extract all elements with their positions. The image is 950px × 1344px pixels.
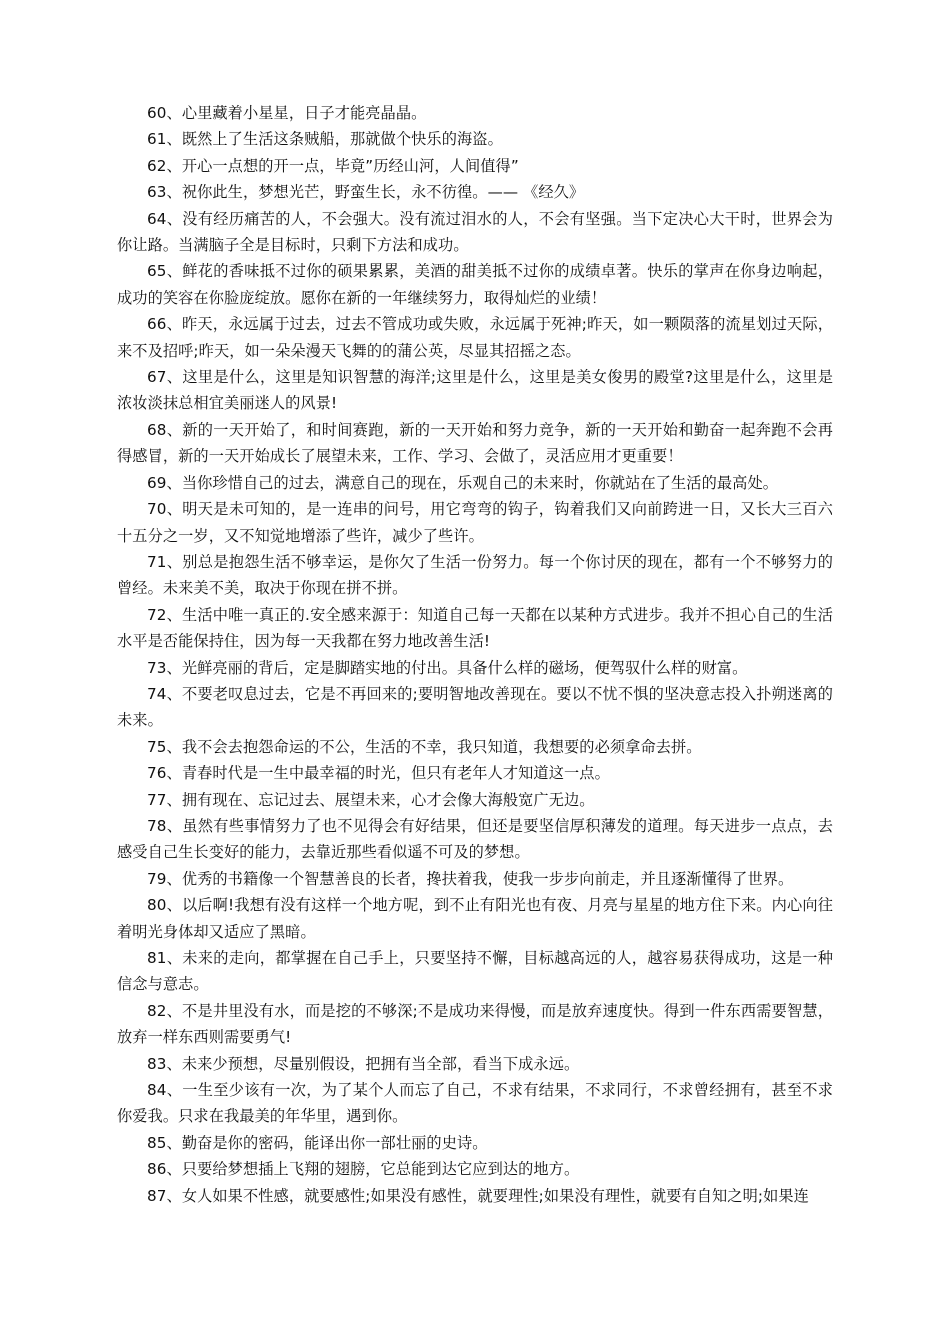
paragraph-82: 82、不是井里没有水，而是挖的不够深;不是成功来得慢，而是放弃速度快。得到一件东西需要智慧，放弃一样东西则需要勇气!	[117, 1001, 833, 1047]
paragraph-62: 62、开心一点想的开一点，毕竟”历经山河，人间值得”	[147, 156, 519, 175]
paragraph-61: 61、既然上了生活这条贼船，那就做个快乐的海盗。	[147, 130, 503, 149]
paragraph-72: 72、生活中唯一真正的.安全感来源于：知道自己每一天都在以某种方式进步。我并不担心自己的生活水平是否能保持住，因为每一天我都在努力地改善生活!	[117, 605, 833, 651]
paragraph-79: 79、优秀的书籍像一个智慧善良的长者，搀扶着我，使我一步步向前走，并且逐渐懂得了世界。	[147, 869, 794, 888]
paragraph-66: 66、昨天，永远属于过去，过去不管成功或失败，永远属于死神;昨天，如一颗陨落的流星划过天际，来不及招呼;昨天，如一朵朵漫天飞舞的的蒲公英，尽显其招摇之态。	[117, 315, 833, 360]
paragraph-74: 74、不要老叹息过去，它是不再回来的;要明智地改善现在。要以不忧不惧的坚决意志投入扑朔迷离的未来。	[117, 684, 833, 730]
paragraph-87: 87、女人如果不性感，就要感性;如果没有感性，就要理性;如果没有理性，就要有自知之明;如果连	[147, 1186, 809, 1205]
paragraph-73: 73、光鲜亮丽的背后，定是脚踏实地的付出。具备什么样的磁场，便驾驭什么样的财富。	[147, 658, 748, 677]
paragraph-86: 86、只要给梦想插上飞翔的翅膀，它总能到达它应到达的地方。	[147, 1160, 580, 1179]
paragraph-70: 70、明天是未可知的，是一连串的问号，用它弯弯的钩子，钩着我们又向前跨进一日，又长大三百六十五分之一岁，又不知觉地增添了些许，减少了些许。	[117, 500, 833, 545]
paragraph-65: 65、鲜花的香味抵不过你的硕果累累，美酒的甜美抵不过你的成绩卓著。快乐的掌声在你身边响起，成功的笑容在你脸庞绽放。愿你在新的一年继续努力，取得灿烂的业绩！	[117, 262, 833, 307]
paragraph-84: 84、一生至少该有一次，为了某个人而忘了自己，不求有结果，不求同行，不求曾经拥有，甚至不求你爱我。只求在我最美的年华里，遇到你。	[117, 1081, 833, 1126]
paragraph-77: 77、拥有现在、忘记过去、展望未来，心才会像大海般宽广无边。	[147, 790, 595, 809]
paragraph-83: 83、未来少预想，尽量别假设，把拥有当全部，看当下成永远。	[147, 1054, 580, 1073]
paragraph-67: 67、这里是什么，这里是知识智慧的海洋;这里是什么，这里是美女俊男的殿堂?这里是什么，这里是浓妆淡抹总相宜美丽迷人的风景!	[117, 368, 833, 413]
paragraph-76: 76、青春时代是一生中最幸福的时光，但只有老年人才知道这一点。	[147, 764, 610, 783]
paragraph-81: 81、未来的走向，都掌握在自己手上，只要坚持不懈，目标越高远的人，越容易获得成功，这是一种信念与意志。	[117, 949, 833, 994]
paragraph-60: 60、心里藏着小星星，日子才能亮晶晶。	[147, 104, 427, 122]
paragraph-68: 68、新的一天开始了，和时间赛跑，新的一天开始和努力竞争，新的一天开始和勤奋一起奔跑不会再得感冒，新的一天开始成长了展望未来，工作、学习、会做了，灵活应用才更重要！	[117, 420, 833, 466]
paragraph-69: 69、当你珍惜自己的过去，满意自己的现在，乐观自己的未来时，你就站在了生活的最高处。	[147, 473, 779, 492]
paragraph-80: 80、以后啊!我想有没有这样一个地方呢，到不止有阳光也有夜、月亮与星星的地方住下来。内心向往着明光身体却又适应了黑暗。	[117, 896, 833, 941]
paragraph-78: 78、虽然有些事情努力了也不见得会有好结果，但还是要坚信厚积薄发的道理。每天进步一点点，去感受自己生长变好的能力，去靠近那些看似遥不可及的梦想。	[117, 816, 833, 862]
paragraph-63: 63、祝你此生，梦想光芒，野蛮生长，永不彷徨。—— 《经久》	[147, 183, 585, 202]
paragraph-71: 71、别总是抱怨生活不够幸运，是你欠了生活一份努力。每一个你讨厌的现在，都有一个不够努力的曾经。未来美不美，取决于你现在拼不拼。	[117, 552, 833, 598]
paragraph-75: 75、我不会去抱怨命运的不公，生活的不幸，我只知道，我想要的必须拿命去拼。	[147, 737, 702, 756]
paragraph-85: 85、勤奋是你的密码，能译出你一部壮丽的史诗。	[147, 1133, 488, 1152]
paragraph-64: 64、没有经历痛苦的人，不会强大。没有流过泪水的人，不会有坚强。当下定决心大干时，世界会为你让路。当满脑子全是目标时，只剩下方法和成功。	[117, 209, 833, 255]
document-page	[117, 100, 833, 1209]
